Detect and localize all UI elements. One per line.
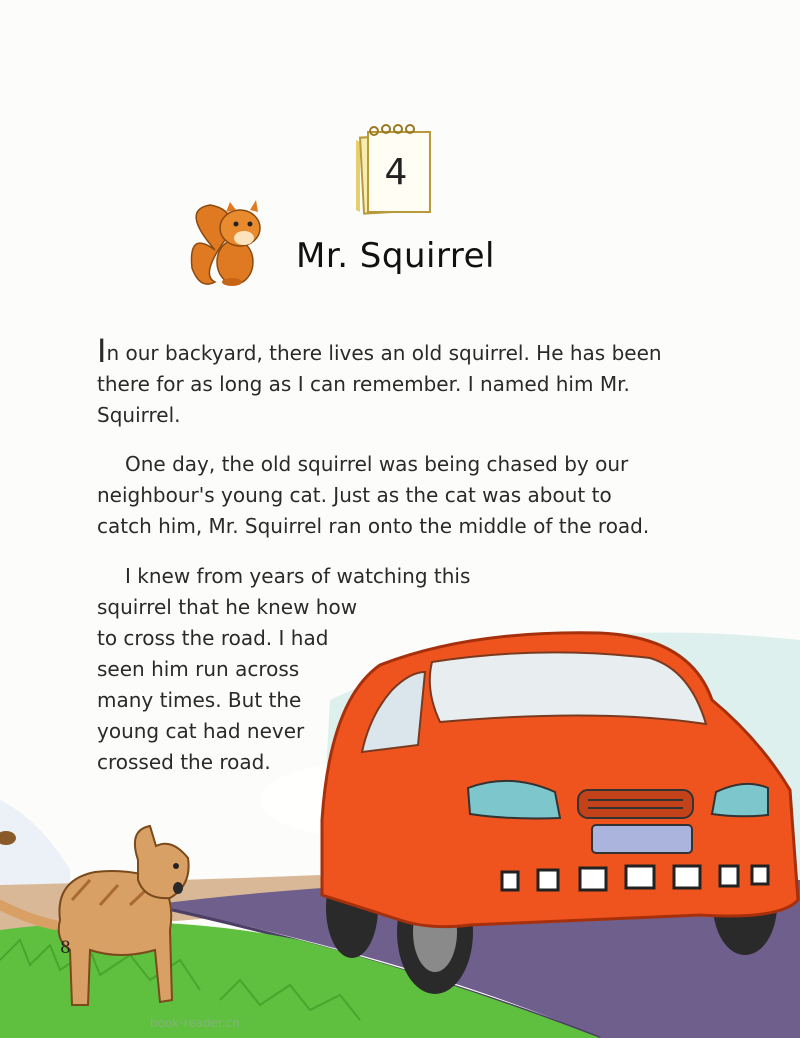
story-paragraph-2	[97, 449, 649, 542]
story-paragraph-3	[97, 561, 470, 778]
paragraph-line: neighbour's young cat. Just as the cat was about to	[97, 483, 612, 507]
paragraph-line: squirrel that he knew how	[97, 595, 358, 619]
paragraph-line: there for as long as I can remember. I named him Mr.	[97, 372, 630, 396]
paragraph-line: I knew from years of watching this	[125, 564, 471, 588]
chapter-title: Mr. Squirrel	[296, 236, 495, 276]
line-text: n our backyard, there lives an old squirrel. He has been	[106, 341, 662, 365]
paragraph-line	[97, 332, 662, 370]
paragraph-line: crossed the road.	[97, 750, 271, 774]
paragraph-line: to cross the road. I had	[97, 626, 329, 650]
paragraph-line: One day, the old squirrel was being chased by our	[125, 452, 629, 476]
squirrel-illustration	[191, 200, 260, 286]
chapter-number: 4	[384, 152, 408, 193]
story-paragraph-1	[97, 332, 662, 431]
paragraph-line: seen him run across	[97, 657, 300, 681]
paragraph-line: many times. But the	[97, 688, 302, 712]
paragraph-line: young cat had never	[97, 719, 305, 743]
page-number: 8	[60, 938, 71, 958]
paragraph-line: catch him, Mr. Squirrel ran onto the middle of the road.	[97, 514, 650, 538]
drop-cap: I	[97, 332, 107, 370]
paragraph-line: Squirrel.	[97, 403, 181, 427]
watermark: book-reader.cn	[150, 1016, 240, 1030]
